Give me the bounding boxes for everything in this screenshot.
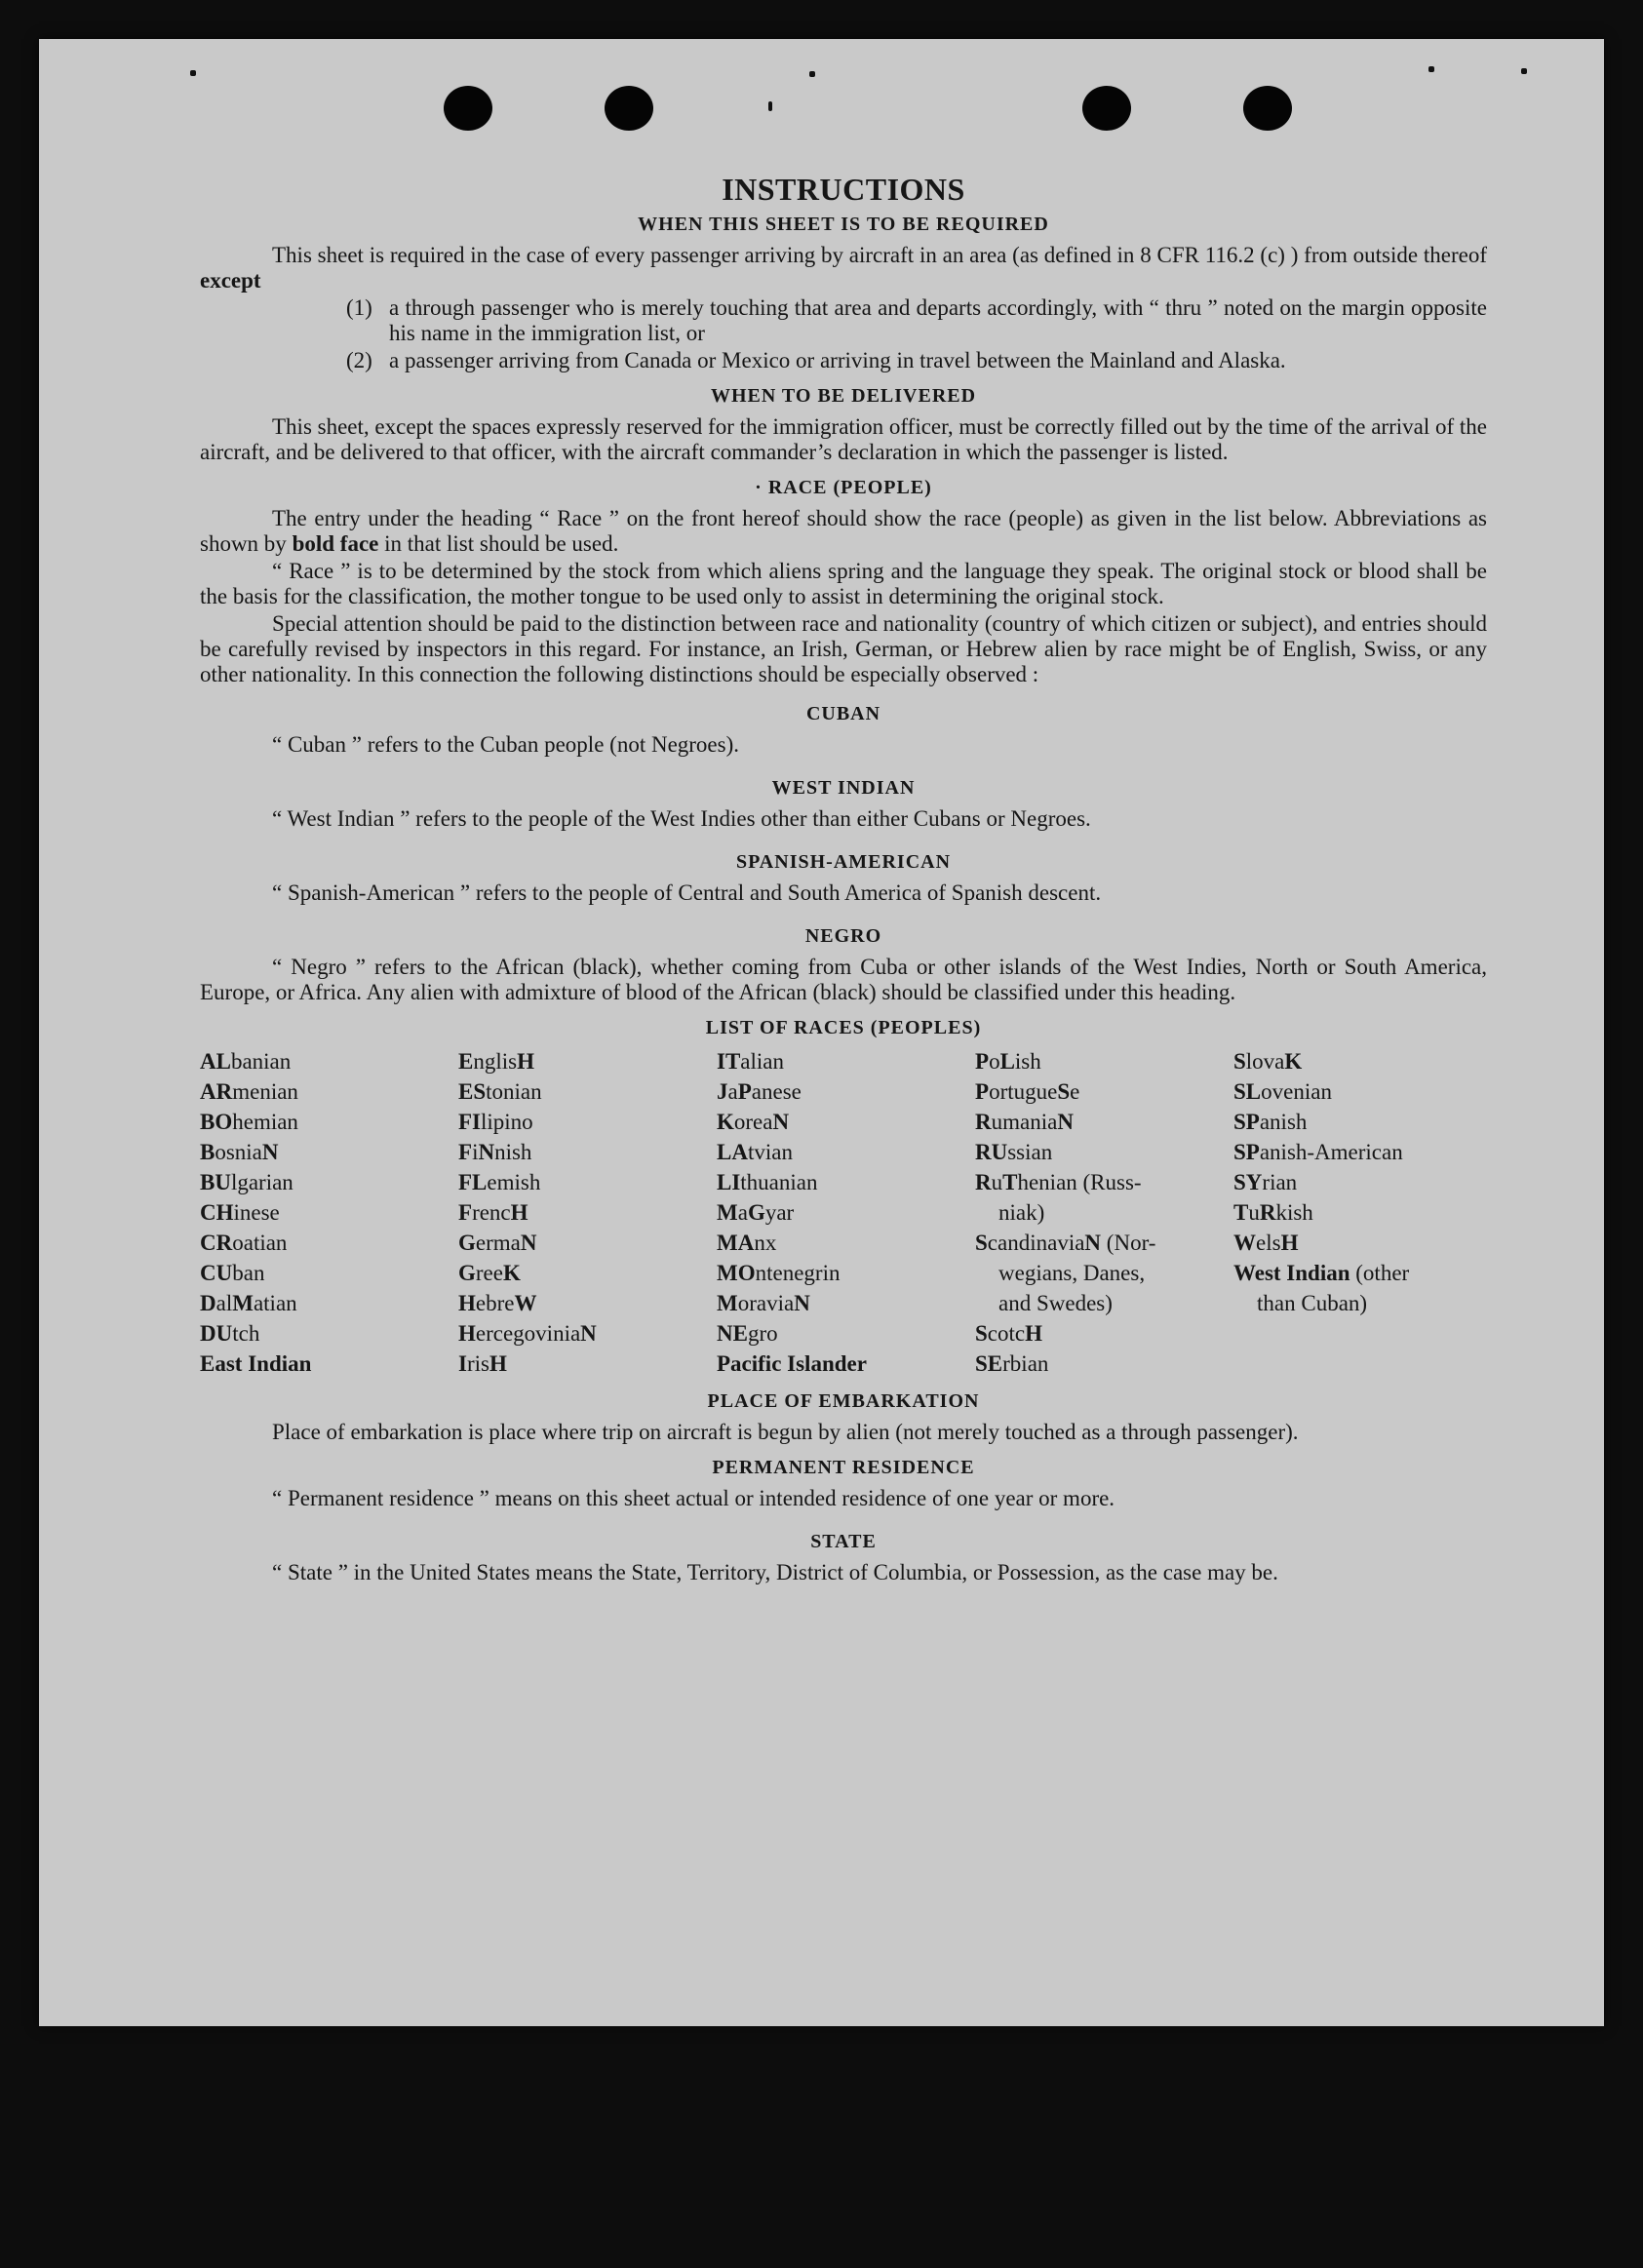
race-abbreviation: Pacific Islander: [717, 1351, 867, 1376]
race-abbreviation: MO: [717, 1261, 756, 1285]
race-text: ortugue: [989, 1079, 1058, 1104]
race-text: cotc: [987, 1321, 1026, 1346]
instructions-content: [200, 171, 1487, 1587]
heading-west-indian: WEST INDIAN: [771, 777, 916, 799]
race-entry: [717, 1076, 975, 1107]
paragraph-residence: “ Permanent residence ” means on this sheet actual or intended residence of one year or more.: [272, 1486, 1115, 1510]
race-abbreviation: F: [458, 1140, 473, 1164]
race-column: [717, 1046, 975, 1379]
heading-when-delivered: WHEN TO BE DELIVERED: [710, 385, 977, 407]
race-abbreviation: MA: [717, 1231, 755, 1255]
race-text: ssian: [1007, 1140, 1053, 1164]
race-abbreviation: B: [200, 1140, 215, 1164]
race-text: ree: [475, 1261, 503, 1285]
race-abbreviation: D: [200, 1291, 216, 1315]
race-entry: [200, 1167, 458, 1197]
race-abbreviation: SP: [1233, 1140, 1260, 1164]
race-text: gro: [747, 1321, 778, 1346]
race-abbreviation: P: [975, 1049, 990, 1074]
punch-hole: [1082, 86, 1131, 131]
race-abbreviation: M: [232, 1291, 254, 1315]
paragraph-embarkation: Place of embarkation is place where trip on aircraft is begun by alien (not merely touched as a through passenger).: [272, 1420, 1299, 1444]
item-number: (1): [346, 295, 372, 320]
heading-residence: PERMANENT RESIDENCE: [712, 1457, 975, 1478]
race-entry: [458, 1258, 717, 1288]
race-entry: [458, 1137, 717, 1167]
text-bold: except: [200, 268, 261, 293]
race-abbreviation: N: [1057, 1110, 1074, 1134]
race-entry: [1233, 1228, 1487, 1258]
race-text: banian: [230, 1049, 292, 1074]
race-abbreviation: FL: [458, 1170, 488, 1194]
race-text: yar: [764, 1200, 795, 1225]
paragraph-spanish-american: “ Spanish-American ” refers to the people of Central and South America of Spanish descent.: [272, 880, 1102, 905]
race-text: rbian: [1002, 1351, 1049, 1376]
race-text: nish: [494, 1140, 532, 1164]
race-text: menian: [232, 1079, 298, 1104]
race-text: lipino: [481, 1110, 533, 1134]
race-entry: [1233, 1197, 1487, 1228]
race-abbreviation: LA: [717, 1140, 748, 1164]
race-abbreviation: West Indian: [1233, 1261, 1350, 1285]
text: The entry under the heading “ Race ” on the front hereof should show the race (people) as given in the list below. Abbreviations as shown by: [200, 506, 1487, 556]
race-column: [975, 1046, 1233, 1379]
race-abbreviation: SL: [1233, 1079, 1262, 1104]
race-abbreviation: R: [975, 1110, 992, 1134]
heading-negro: NEGRO: [804, 925, 882, 947]
race-text: al: [215, 1291, 233, 1315]
paragraph-race-1: [200, 506, 1487, 557]
race-abbreviation: G: [458, 1261, 476, 1285]
race-abbreviation: F: [458, 1200, 473, 1225]
race-abbreviation: ES: [458, 1079, 487, 1104]
race-abbreviation: LI: [717, 1170, 741, 1194]
race-abbreviation: P: [975, 1079, 990, 1104]
race-entry: [717, 1107, 975, 1137]
race-text: erma: [475, 1231, 521, 1255]
race-abbreviation: K: [1284, 1049, 1303, 1074]
punch-hole: [1243, 86, 1292, 131]
race-abbreviation: T: [1233, 1200, 1249, 1225]
race-entry: [717, 1258, 975, 1288]
race-text: u: [1248, 1200, 1260, 1225]
speck: [768, 101, 772, 111]
race-text: nx: [754, 1231, 777, 1255]
race-entry: [717, 1046, 975, 1076]
race-text: anish-American: [1259, 1140, 1403, 1164]
race-entry: [1233, 1258, 1487, 1288]
race-text: e: [1070, 1079, 1080, 1104]
race-text: els: [1256, 1231, 1281, 1255]
race-text: anish: [1259, 1110, 1308, 1134]
race-abbreviation: East Indian: [200, 1351, 312, 1376]
race-entry: [717, 1228, 975, 1258]
race-text: ban: [232, 1261, 265, 1285]
race-text: ercegovinia: [475, 1321, 581, 1346]
race-text: ntenegrin: [755, 1261, 841, 1285]
race-abbreviation: R: [1259, 1200, 1276, 1225]
race-abbreviation: G: [458, 1231, 476, 1255]
heading-race: · RACE (PEOPLE): [755, 477, 932, 498]
race-abbreviation: M: [717, 1291, 738, 1315]
race-entry: [200, 1197, 458, 1228]
race-text: i: [472, 1140, 479, 1164]
race-text: tonian: [486, 1079, 542, 1104]
punch-hole: [444, 86, 492, 131]
race-text: lova: [1245, 1049, 1285, 1074]
speck: [1521, 68, 1527, 74]
race-text: ovenian: [1261, 1079, 1332, 1104]
race-text: oravia: [737, 1291, 795, 1315]
race-entry: [1233, 1046, 1487, 1076]
race-entry: [717, 1318, 975, 1349]
heading-spanish-american: SPANISH-AMERICAN: [735, 851, 952, 873]
race-entry: [975, 1228, 1233, 1258]
race-abbreviation: G: [747, 1200, 765, 1225]
page-title: INSTRUCTIONS: [722, 172, 965, 207]
race-text: umania: [991, 1110, 1058, 1134]
race-abbreviation: N: [478, 1140, 495, 1164]
race-column: [458, 1046, 717, 1379]
race-entry: [717, 1167, 975, 1197]
race-entry: [717, 1197, 975, 1228]
race-entry: [975, 1107, 1233, 1137]
race-entry: [1233, 1137, 1487, 1167]
race-text: anese: [751, 1079, 802, 1104]
text-bold: bold face: [292, 531, 379, 556]
race-abbreviation: N: [1084, 1231, 1102, 1255]
race-entry: wegians, Danes,: [998, 1261, 1146, 1285]
race-abbreviation: SY: [1233, 1170, 1263, 1194]
speck: [190, 70, 196, 76]
item-text: a through passenger who is merely touching that area and departs accordingly, with “ thru ” noted on the margin opposite his name in the immigration list, or: [389, 295, 1487, 345]
race-text: ris: [466, 1351, 489, 1376]
race-abbreviation: BU: [200, 1170, 231, 1194]
item-number: (2): [346, 348, 372, 372]
race-entry: [200, 1318, 458, 1349]
race-abbreviation: H: [489, 1351, 507, 1376]
race-entry: [458, 1076, 717, 1107]
race-abbreviation: H: [510, 1200, 528, 1225]
race-abbreviation: K: [502, 1261, 521, 1285]
race-abbreviation: S: [1057, 1079, 1071, 1104]
race-text: thuanian: [740, 1170, 818, 1194]
document-sheet: [39, 39, 1604, 2026]
race-abbreviation: N: [580, 1321, 597, 1346]
race-abbreviation: T: [1002, 1170, 1018, 1194]
heading-state: STATE: [810, 1531, 877, 1552]
race-text: renc: [472, 1200, 511, 1225]
race-entry: [458, 1107, 717, 1137]
race-abbreviation: I: [458, 1351, 467, 1376]
race-abbreviation: H: [458, 1291, 476, 1315]
race-text: lgarian: [230, 1170, 293, 1194]
race-entry: [975, 1046, 1233, 1076]
race-abbreviation: CR: [200, 1231, 233, 1255]
text: This sheet is required in the case of every passenger arriving by aircraft in an area (as defined in 8 CFR 116.2 (c) ) from outside thereof: [272, 243, 1487, 267]
paragraph-race-2: “ Race ” is to be determined by the stock from which aliens spring and the language they speak. The original stock or blood shall be the basis for the classification, the mother tongue to be used only to assist in determining the original stock.: [200, 559, 1487, 608]
race-text: tch: [232, 1321, 260, 1346]
speck: [809, 71, 815, 77]
race-entry: than Cuban): [1257, 1291, 1368, 1315]
race-entry: [200, 1349, 458, 1379]
race-text: alian: [740, 1049, 784, 1074]
race-text: nglis: [473, 1049, 518, 1074]
race-abbreviation: AL: [200, 1049, 231, 1074]
race-text: inese: [233, 1200, 280, 1225]
race-text: (other: [1350, 1261, 1410, 1285]
race-entry: [975, 1318, 1233, 1349]
race-text: hemian: [232, 1110, 298, 1134]
race-entry: [200, 1288, 458, 1318]
race-abbreviation: W: [1233, 1231, 1256, 1255]
race-text: o: [989, 1049, 1000, 1074]
paragraph-when-required: [200, 243, 1487, 293]
race-text: henian (Russ-: [1017, 1170, 1142, 1194]
race-abbreviation: FI: [458, 1110, 481, 1134]
race-entry: [458, 1228, 717, 1258]
race-list: [200, 1046, 1487, 1379]
race-entry: [200, 1258, 458, 1288]
race-entry: [200, 1107, 458, 1137]
race-abbreviation: BO: [200, 1110, 233, 1134]
list-item: [200, 348, 1487, 373]
race-entry: [717, 1349, 975, 1379]
race-text: osnia: [215, 1140, 262, 1164]
race-text: emish: [487, 1170, 541, 1194]
race-entry: and Swedes): [998, 1291, 1113, 1315]
race-column: [200, 1046, 458, 1379]
paragraph-race-3: Special attention should be paid to the distinction between race and nationality (country of which citizen or subject), and entries should be carefully revised by inspectors in this regard. For instance, an Irish, German, or Hebrew alien by race might be of English, Swiss, or any other nationality. In this connection the following distinctions should be especially observed :: [200, 611, 1487, 686]
heading-when-required: WHEN THIS SHEET IS TO BE REQUIRED: [638, 214, 1049, 235]
paragraph-when-delivered: This sheet, except the spaces expressly reserved for the immigration officer, must be correctly filled out by the time of the arrival of the aircraft, and be delivered to that officer, with the aircraft commander’s declaration in which the passenger is listed.: [200, 414, 1487, 464]
race-abbreviation: IT: [717, 1049, 741, 1074]
race-text: tvian: [747, 1140, 793, 1164]
race-entry: [200, 1076, 458, 1107]
speck: [1428, 66, 1434, 72]
race-abbreviation: N: [772, 1110, 790, 1134]
race-text: orea: [733, 1110, 773, 1134]
race-abbreviation: SP: [1233, 1110, 1260, 1134]
race-entry: [1233, 1076, 1487, 1107]
paragraph-west-indian: “ West Indian ” refers to the people of the West Indies other than either Cubans or Negroes.: [272, 806, 1091, 831]
race-column: [1233, 1046, 1487, 1379]
item-text: a passenger arriving from Canada or Mexico or arriving in travel between the Mainland and Alaska.: [389, 348, 1286, 372]
race-abbreviation: S: [1233, 1049, 1246, 1074]
race-abbreviation: H: [517, 1049, 534, 1074]
race-abbreviation: R: [975, 1170, 992, 1194]
race-entry: [1233, 1167, 1487, 1197]
race-text: ish: [1014, 1049, 1041, 1074]
heading-embarkation: PLACE OF EMBARKATION: [707, 1390, 980, 1412]
race-entry: [717, 1288, 975, 1318]
race-abbreviation: RU: [975, 1140, 1008, 1164]
race-entry: [717, 1137, 975, 1167]
race-abbreviation: N: [794, 1291, 810, 1315]
race-entry: [975, 1349, 1233, 1379]
race-entry: [975, 1137, 1233, 1167]
race-text: atian: [253, 1291, 297, 1315]
race-abbreviation: CH: [200, 1200, 234, 1225]
race-abbreviation: K: [717, 1110, 734, 1134]
race-entry: [200, 1137, 458, 1167]
paragraph-cuban: “ Cuban ” refers to the Cuban people (not Negroes).: [272, 732, 740, 757]
race-text: candinavia: [987, 1231, 1085, 1255]
race-entry: [458, 1197, 717, 1228]
text: in that list should be used.: [384, 531, 619, 556]
race-entry: [1233, 1107, 1487, 1137]
race-text: u: [991, 1170, 1003, 1194]
race-abbreviation: M: [717, 1200, 738, 1225]
race-entry: [975, 1167, 1233, 1197]
race-text: (Nor-: [1101, 1231, 1156, 1255]
race-abbreviation: CU: [200, 1261, 233, 1285]
heading-list-of-races: LIST OF RACES (PEOPLES): [705, 1017, 982, 1038]
race-entry: [975, 1076, 1233, 1107]
race-text: kish: [1275, 1200, 1313, 1225]
paragraph-state: “ State ” in the United States means the State, Territory, District of Columbia, or Possession, as the case may be.: [272, 1560, 1278, 1584]
race-abbreviation: AR: [200, 1079, 233, 1104]
race-entry: [458, 1349, 717, 1379]
race-entry: [458, 1288, 717, 1318]
heading-cuban: CUBAN: [805, 703, 881, 724]
race-entry: [458, 1167, 717, 1197]
race-abbreviation: H: [1280, 1231, 1299, 1255]
race-text: rian: [1262, 1170, 1298, 1194]
race-entry: [200, 1046, 458, 1076]
race-abbreviation: J: [717, 1079, 728, 1104]
race-text: oatian: [232, 1231, 288, 1255]
race-entry: niak): [998, 1200, 1045, 1225]
race-entry: [458, 1318, 717, 1349]
race-abbreviation: E: [458, 1049, 474, 1074]
race-entry: [200, 1228, 458, 1258]
race-abbreviation: NE: [717, 1321, 748, 1346]
list-item: [200, 295, 1487, 346]
race-text: a: [737, 1200, 748, 1225]
race-abbreviation: SE: [975, 1351, 1003, 1376]
race-abbreviation: W: [514, 1291, 537, 1315]
race-text: a: [727, 1079, 738, 1104]
race-abbreviation: N: [261, 1140, 279, 1164]
race-entry: [458, 1046, 717, 1076]
race-text: ebre: [475, 1291, 515, 1315]
race-abbreviation: L: [999, 1049, 1015, 1074]
race-abbreviation: H: [458, 1321, 476, 1346]
punch-hole: [605, 86, 653, 131]
race-abbreviation: S: [975, 1321, 988, 1346]
race-abbreviation: DU: [200, 1321, 233, 1346]
paragraph-negro: “ Negro ” refers to the African (black), whether coming from Cuba or other islands of the West Indies, North or South America, Europe, or Africa. Any alien with admixture of blood of the African (black) should be classified under this heading.: [200, 955, 1487, 1004]
race-abbreviation: H: [1025, 1321, 1042, 1346]
race-abbreviation: S: [975, 1231, 988, 1255]
race-abbreviation: P: [737, 1079, 752, 1104]
race-abbreviation: N: [520, 1231, 537, 1255]
